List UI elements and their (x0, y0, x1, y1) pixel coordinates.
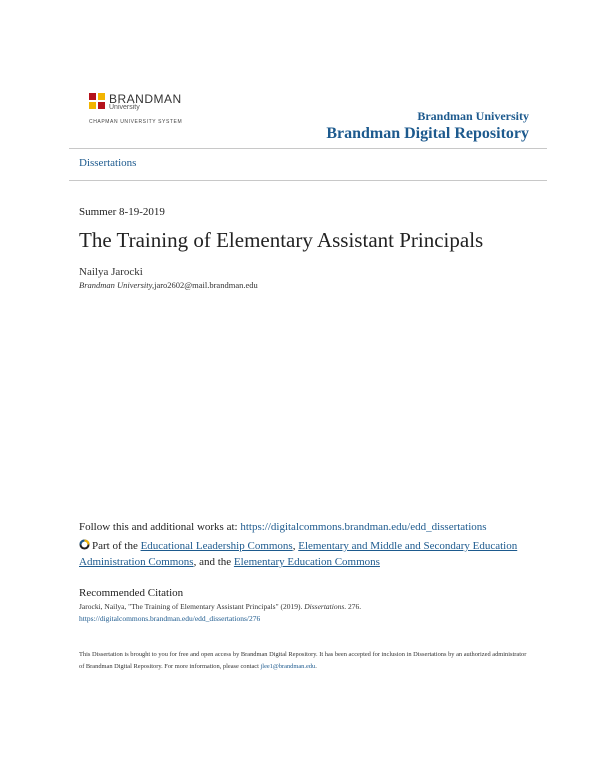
repository-header (326, 109, 529, 143)
citation-number: . 276. (344, 602, 362, 611)
part-of-prefix: Part of the (92, 540, 138, 552)
publication-date: Summer 8-19-2019 (79, 206, 165, 218)
elementary-secondary-admin-commons-link[interactable]: Elementary and Middle and Secondary Education Administration Commons (79, 540, 518, 568)
logo-university-text: University (109, 104, 140, 111)
part-of-separator-2: , and the (193, 556, 232, 568)
collection-link[interactable]: Dissertations (79, 157, 137, 169)
open-access-icon (79, 539, 90, 550)
contact-email-link[interactable]: jlee1@brandman.edu (260, 663, 316, 670)
citation-series: Dissertations (304, 602, 345, 611)
affiliation-text: Brandman University, (79, 280, 155, 290)
follow-prefix: Follow this and additional works at: (79, 521, 238, 533)
author-email: jaro2602@mail.brandman.edu (154, 280, 258, 290)
citation-main: Jarocki, Nailya, "The Training of Elementary Assistant Principals" (2019). (79, 602, 303, 611)
logo-brand-text: BRANDMAN (109, 92, 182, 106)
educational-leadership-commons-link[interactable]: Educational Leadership Commons (140, 540, 293, 552)
notice-text: This Dissertation is brought to you for free and open access by Brandman Digital Repository. It has been accepted for inclusion in Dissertations by an authorized administrator of Brandman Digital Repository. For more information, please contact (79, 651, 527, 670)
collection-divider (69, 180, 547, 181)
university-name[interactable]: Brandman University (417, 109, 529, 123)
document-title: The Training of Elementary Assistant Principals (79, 228, 484, 252)
author-affiliation (79, 280, 258, 290)
logo-system-text: CHAPMAN UNIVERSITY SYSTEM (89, 119, 183, 125)
header-divider (69, 148, 547, 149)
elementary-education-commons-link[interactable]: Elementary Education Commons (233, 556, 380, 568)
brandman-logo-icon (89, 93, 105, 109)
brandman-logo (89, 93, 249, 133)
follow-url-link[interactable]: https://digitalcommons.brandman.edu/edd_dissertations (240, 521, 487, 533)
citation-text (79, 602, 361, 611)
notice-end: . (315, 663, 317, 670)
author-name: Nailya Jarocki (79, 266, 143, 278)
repository-name[interactable]: Brandman Digital Repository (326, 125, 529, 142)
part-of-line (79, 538, 539, 570)
access-notice (79, 649, 529, 673)
citation-url-link[interactable]: https://digitalcommons.brandman.edu/edd_dissertations/276 (79, 614, 261, 623)
follow-line (79, 521, 487, 533)
recommended-citation-heading: Recommended Citation (79, 587, 184, 599)
part-of-separator-1: , (292, 540, 296, 552)
